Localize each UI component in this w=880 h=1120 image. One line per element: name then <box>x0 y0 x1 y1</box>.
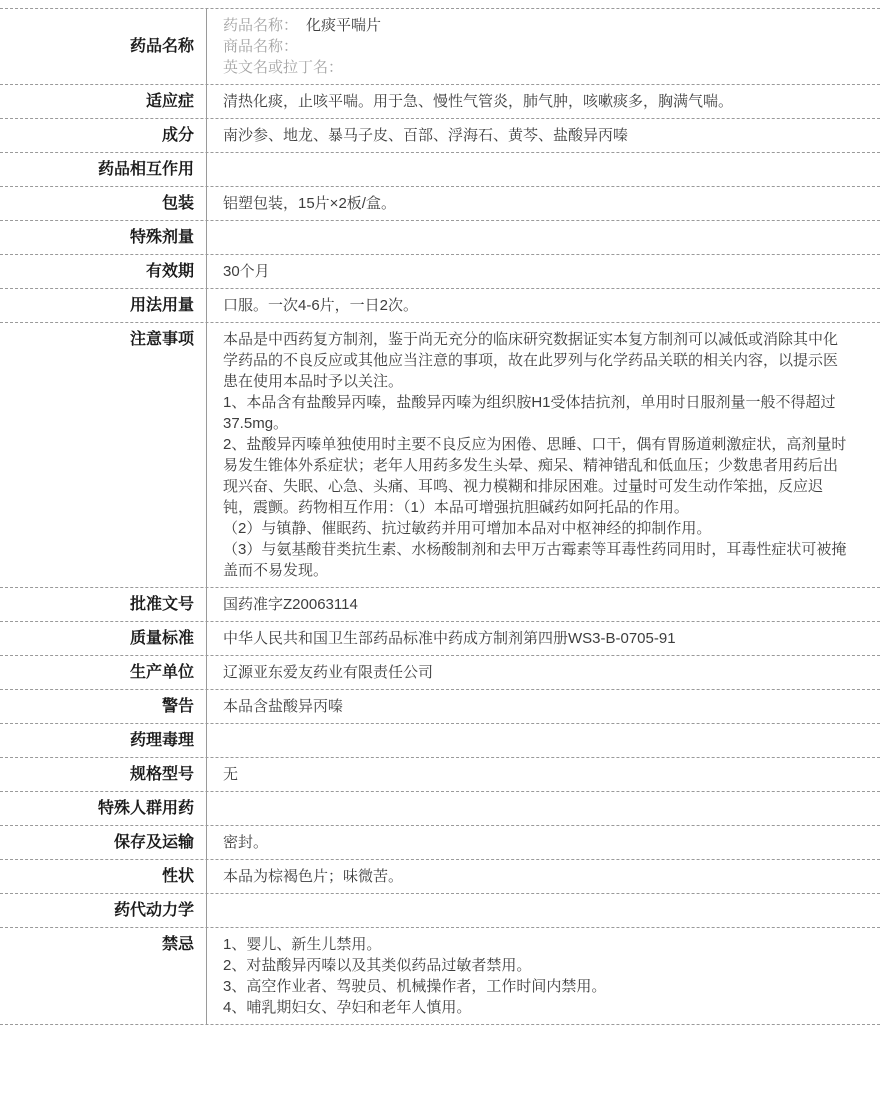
table-row-pharmacokinetics <box>0 894 880 928</box>
row-content <box>207 153 880 186</box>
field-value: 国药准字Z20063114 <box>223 596 358 613</box>
row-content <box>207 690 880 723</box>
content-line <box>223 955 852 976</box>
row-label: 药理毒理 <box>0 724 207 757</box>
table-row-shelf-life <box>0 255 880 289</box>
field-value: 30个月 <box>223 263 270 280</box>
table-row-properties <box>0 860 880 894</box>
field-value: （2）与镇静、催眠药、抗过敏药并用可增加本品对中枢神经的抑制作用。 <box>223 520 712 537</box>
content-line <box>223 57 852 78</box>
row-content <box>207 792 880 825</box>
content-line <box>223 539 852 581</box>
table-row-quality-standard <box>0 622 880 656</box>
content-line <box>223 193 852 214</box>
row-content <box>207 656 880 689</box>
row-label: 有效期 <box>0 255 207 288</box>
field-value: 4、哺乳期妇女、孕妇和老年人慎用。 <box>223 999 472 1016</box>
row-label: 注意事项 <box>0 323 207 587</box>
table-row-approval-number <box>0 588 880 622</box>
field-value: 化痰平喘片 <box>306 17 382 34</box>
row-content <box>207 85 880 118</box>
row-content <box>207 894 880 927</box>
field-value: 铝塑包装，15片×2板/盒。 <box>223 195 396 212</box>
row-label: 警告 <box>0 690 207 723</box>
content-line <box>223 125 852 146</box>
row-label: 包装 <box>0 187 207 220</box>
row-content <box>207 588 880 621</box>
row-label: 药代动力学 <box>0 894 207 927</box>
row-label: 质量标准 <box>0 622 207 655</box>
row-content <box>207 323 880 587</box>
content-line <box>223 594 852 615</box>
content-line <box>223 295 852 316</box>
drug-info-table <box>0 8 880 1025</box>
content-line <box>223 91 852 112</box>
row-content <box>207 187 880 220</box>
field-value: 辽源亚东爱友药业有限责任公司 <box>223 664 434 681</box>
row-content <box>207 860 880 893</box>
field-value: （3）与氨基酸苷类抗生素、水杨酸制剂和去甲万古霉素等耳毒性药同用时，耳毒性症状可被掩盖而不易发现。 <box>223 541 847 579</box>
row-label: 特殊人群用药 <box>0 792 207 825</box>
field-caption: 商品名称： <box>223 38 299 55</box>
table-row-drug-name <box>0 9 880 85</box>
row-content <box>207 289 880 322</box>
row-label: 性状 <box>0 860 207 893</box>
row-content <box>207 826 880 859</box>
field-value: 2、盐酸异丙嗪单独使用时主要不良反应为困倦、思睡、口干，偶有胃肠道刺激症状，高剂量时易发生锥体外系症状；老年人用药多发生头晕、痴呆、精神错乱和低血压；少数患者用药后出现兴奋、失眠、心急、头痛、耳鸣、视力模糊和排尿困难。过量时可发生动作笨拙，反应迟钝，震颤。药物相互作用：（1）本品可增强抗胆碱药如阿托品的作用。 <box>223 436 847 516</box>
field-value: 本品为棕褐色片；味微苦。 <box>223 868 404 885</box>
table-row-contraindications <box>0 928 880 1025</box>
table-row-special-dosage <box>0 221 880 255</box>
row-content <box>207 622 880 655</box>
content-line <box>223 764 852 785</box>
table-row-specification <box>0 758 880 792</box>
table-row-special-populations <box>0 792 880 826</box>
field-value: 1、本品含有盐酸异丙嗪，盐酸异丙嗪为组织胺H1受体拮抗剂，单用时日服剂量一般不得超过37.5mg。 <box>223 394 836 432</box>
table-row-drug-interactions <box>0 153 880 187</box>
content-line <box>223 997 852 1018</box>
row-label: 批准文号 <box>0 588 207 621</box>
field-caption: 药品名称： <box>223 17 299 34</box>
content-line <box>223 392 852 434</box>
row-content <box>207 928 880 1024</box>
row-content <box>207 724 880 757</box>
table-row-manufacturer <box>0 656 880 690</box>
table-row-storage-transport <box>0 826 880 860</box>
row-label: 规格型号 <box>0 758 207 791</box>
table-row-precautions <box>0 323 880 588</box>
row-label: 特殊剂量 <box>0 221 207 254</box>
row-label: 用法用量 <box>0 289 207 322</box>
row-content <box>207 758 880 791</box>
content-line <box>223 518 852 539</box>
field-value: 无 <box>223 766 239 783</box>
field-value: 中华人民共和国卫生部药品标准中药成方制剂第四册WS3-B-0705-91 <box>223 630 676 647</box>
content-line <box>223 15 852 36</box>
content-line <box>223 976 852 997</box>
row-label: 药品相互作用 <box>0 153 207 186</box>
content-line <box>223 628 852 649</box>
row-label: 生产单位 <box>0 656 207 689</box>
field-value: 清热化痰，止咳平喘。用于急、慢性气管炎，肺气肿，咳嗽痰多，胸满气喘。 <box>223 93 734 110</box>
row-label: 适应症 <box>0 85 207 118</box>
row-content <box>207 9 880 84</box>
content-line <box>223 261 852 282</box>
field-value: 本品含盐酸异丙嗪 <box>223 698 344 715</box>
table-row-indications <box>0 85 880 119</box>
table-row-warning <box>0 690 880 724</box>
content-line <box>223 662 852 683</box>
field-value: 2、对盐酸异丙嗪以及其类似药品过敏者禁用。 <box>223 957 532 974</box>
table-row-pharmacology-toxicology <box>0 724 880 758</box>
row-content <box>207 119 880 152</box>
field-caption: 英文名或拉丁名： <box>223 59 344 76</box>
row-label: 成分 <box>0 119 207 152</box>
content-line <box>223 434 852 518</box>
row-label: 保存及运输 <box>0 826 207 859</box>
table-row-packaging <box>0 187 880 221</box>
table-row-dosage-usage <box>0 289 880 323</box>
field-value: 3、高空作业者、驾驶员、机械操作者，工作时间内禁用。 <box>223 978 607 995</box>
content-line <box>223 832 852 853</box>
row-label: 禁忌 <box>0 928 207 1024</box>
field-value: 1、婴儿、新生儿禁用。 <box>223 936 382 953</box>
field-value: 本品是中西药复方制剂，鉴于尚无充分的临床研究数据证实本复方制剂可以减低或消除其中化学药品的不良反应或其他应当注意的事项，故在此罗列与化学药品关联的相关内容，以提示医患在使用本品时予以关注。 <box>223 331 839 390</box>
row-content <box>207 255 880 288</box>
content-line <box>223 36 852 57</box>
content-line <box>223 696 852 717</box>
row-content <box>207 221 880 254</box>
content-line <box>223 866 852 887</box>
content-line <box>223 329 852 392</box>
field-value: 密封。 <box>223 834 269 851</box>
field-value: 南沙参、地龙、暴马子皮、百部、浮海石、黄芩、盐酸异丙嗪 <box>223 127 629 144</box>
row-label: 药品名称 <box>0 9 207 84</box>
content-line <box>223 934 852 955</box>
table-row-ingredients <box>0 119 880 153</box>
field-value: 口服。一次4-6片，一日2次。 <box>223 297 419 314</box>
